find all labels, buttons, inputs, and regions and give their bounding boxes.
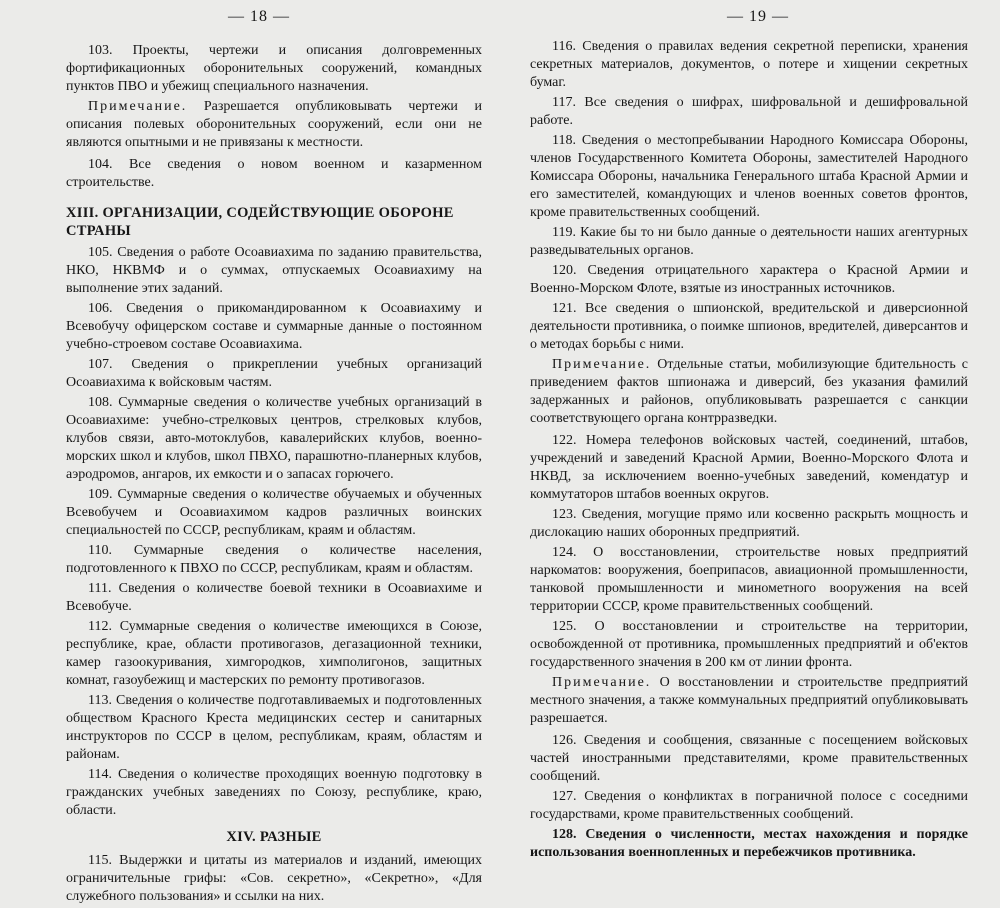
- note-label: Примечание.: [88, 99, 188, 114]
- item-paragraph: 122. Номера телефонов войсковых частей, соединений, штабов, учреждений и заведений Красной Армии, Военно-Морского Флота и НКВД, за исключением военно-учебных заведений, комендатур и коммутаторов штабов военных округов.: [530, 433, 968, 502]
- item-paragraph: 116. Сведения о правилах ведения секретной переписки, хранения секретных материалов, документов, о потере и хищении секретных бумаг.: [530, 39, 968, 90]
- item-paragraph: 123. Сведения, могущие прямо или косвенно раскрыть мощность и дислокацию наших оборонных предприятий.: [530, 507, 968, 540]
- item-paragraph: 118. Сведения о местопребывании Народного Комиссара Обороны, членов Государственного Комитета Обороны, заместителей Народного Комиссара Обороны, начальника Генерального штаба Красной Армии и его заместителей, командующих и членов военных советов фронтов, кроме правительственных сообщений.: [530, 133, 968, 220]
- note-label: Примечание.: [552, 675, 652, 690]
- item-paragraph: 108. Суммарные сведения о количестве учебных организаций в Осоавиахиме: учебно-стрелковых центров, стрелковых клубов, клубов связи, авто-мотоклубов, кавалерийских клубов, военно-морских школ и клубов, школ ПВХО, парашютно-планерных клубов, аэродромов, ангаров, их емкости и о запасах горючего.: [66, 395, 482, 482]
- page-left: [0, 0, 500, 904]
- page-right: [500, 0, 1000, 860]
- item-paragraph: 121. Все сведения о шпионской, вредительской и диверсионной деятельности противника, о поимке шпионов, вредителей, диверсантов и о методах борьбы с ними.: [530, 301, 968, 352]
- item-paragraph: 128. Сведения о численности, местах нахождения и порядке использования военнопленных и перебежчиков противника.: [530, 827, 968, 860]
- section-heading: XIII. ОРГАНИЗАЦИИ, СОДЕЙСТВУЮЩИЕ ОБОРОНЕ СТРАНЫ: [66, 205, 454, 239]
- note-paragraph: [530, 674, 968, 728]
- item-paragraph: 117. Все сведения о шифрах, шифровальной и дешифровальной работе.: [530, 95, 968, 128]
- note-text: Отдельные статьи, мобилизующие бдительность с приведением фактов шпионажа и диверсий, без указания фамилий задержанных и районов, опубликовывать разрешается с санкции соответствующего органа контрразведки.: [530, 357, 968, 426]
- item-paragraph: 113. Сведения о количестве подготавливаемых и подготовленных обществом Красного Креста медицинских сестер и санитарных инструкторов по СССР в целом, республикам, краям, областям и районам.: [66, 693, 482, 762]
- note-paragraph: [66, 98, 482, 152]
- note-text: О восстановлении и строительстве предприятий местного значения, а также коммунальных предприятий опубликовывать разрешается.: [530, 675, 968, 726]
- page-content: [66, 42, 482, 908]
- note-paragraph: [530, 356, 968, 428]
- page-content: [530, 38, 968, 864]
- section-heading: XIV. РАЗНЫЕ: [226, 829, 322, 845]
- item-paragraph: 109. Суммарные сведения о количестве обучаемых и обученных Всевобучем и Осоавиахимом кадров различных воинских специальностей по СССР, республикам, краям и областям.: [66, 487, 482, 538]
- item-paragraph: 115. Выдержки и цитаты из материалов и изданий, имеющих ограничительные грифы: «Сов. секретно», «Секретно», «Для служебного пользования» и ссылки на них.: [66, 853, 482, 904]
- item-paragraph: 112. Суммарные сведения о количестве имеющихся в Союзе, республике, крае, области противогазов, дегазационной техники, камер газоокуривания, химгородков, химполигонов, защитных комнат, газоубежищ и мастерских по ремонту противогазов.: [66, 619, 482, 688]
- note-label: Примечание.: [552, 357, 652, 372]
- item-paragraph: 120. Сведения отрицательного характера о Красной Армии и Военно-Морском Флоте, взятые из иностранных источников.: [530, 263, 968, 296]
- page-number: — 19 —: [727, 8, 789, 25]
- item-paragraph: 119. Какие бы то ни было данные о деятельности наших агентурных разведывательных органов.: [530, 225, 968, 258]
- item-paragraph: 105. Сведения о работе Осоавиахима по заданию правительства, НКО, НКВМФ и о суммах, отпускаемых Осоавиахиму на выполнение этих заданий.: [66, 245, 482, 296]
- item-paragraph: 106. Сведения о прикомандированном к Осоавиахиму и Всевобучу офицерском составе и суммарные данные о постоянном учебно-строевом составе Осоавиахима.: [66, 301, 482, 352]
- item-paragraph: 124. О восстановлении, строительстве новых предприятий наркоматов: вооружения, боеприпасов, авиационной промышленности, танковой промышленности и минометного вооружения на всей территории СССР, кроме правительственных сообщений.: [530, 545, 968, 614]
- item-paragraph: 111. Сведения о количестве боевой техники в Осоавиахиме и Всевобуче.: [66, 581, 482, 614]
- item-paragraph: 114. Сведения о количестве проходящих военную подготовку в гражданских учебных заведениях по Союзу, республике, краю, области.: [66, 767, 482, 818]
- page-number: — 18 —: [228, 8, 290, 25]
- note-text: Разрешается опубликовывать чертежи и описания полевых оборонительных сооружений, если они не являются опытными и не привязаны к местности.: [66, 99, 482, 150]
- item-paragraph: 125. О восстановлении и строительстве на территории, освобожденной от противника, промышленных предприятий и об'ектов государственного значения в 200 км от линии фронта.: [530, 619, 968, 670]
- item-paragraph: 110. Суммарные сведения о количестве населения, подготовленного к ПВХО по СССР, республикам, краям и областям.: [66, 543, 482, 576]
- item-paragraph: 107. Сведения о прикреплении учебных организаций Осоавиахима к войсковым частям.: [66, 357, 482, 390]
- item-paragraph: 126. Сведения и сообщения, связанные с посещением войсковых частей иностранными представителями, кроме правительственных сообщений.: [530, 733, 968, 784]
- item-paragraph: 127. Сведения о конфликтах в пограничной полосе с соседними государствами, кроме правительственных сообщений.: [530, 789, 968, 822]
- item-paragraph: 103. Проекты, чертежи и описания долговременных фортификационных оборонительных сооружений, командных пунктов ПВО и убежищ специального назначения.: [66, 43, 482, 94]
- item-paragraph: 104. Все сведения о новом военном и казарменном строительстве.: [66, 157, 482, 190]
